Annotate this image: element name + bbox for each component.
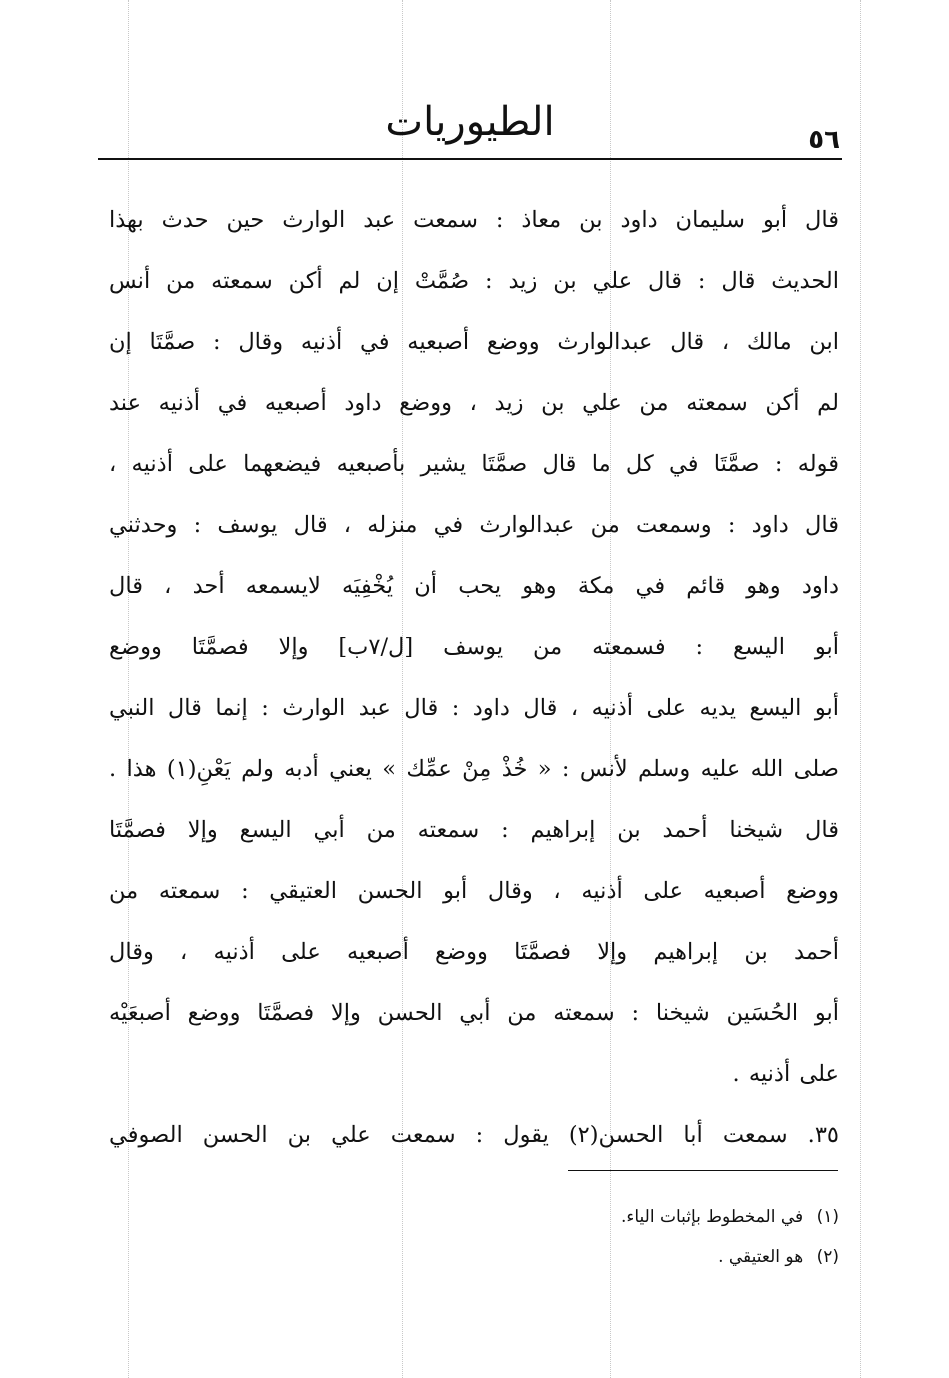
main-text — [109, 190, 839, 1166]
text-line: قال أبو سليمان داود بن معاذ : سمعت عبد الوارث حين حدث بهذا — [109, 207, 839, 233]
text-line: أحمد بن إبراهيم وإلا فصمَّتَا ووضع أصبعيه على أذنيه ، وقال — [109, 939, 839, 965]
numbered-paragraph-line: ٣٥. سمعت أبا الحسن(٢) يقول : سمعت علي بن الحسن الصوفي — [109, 1122, 839, 1148]
footnotes — [239, 1197, 839, 1277]
text-line: أبو اليسع : فسمعته من يوسف [ل/٧ب] وإلا فصمَّتَا ووضع — [109, 634, 839, 660]
header-rule — [98, 158, 842, 160]
footnote-text: في المخطوط بإثبات الياء. — [620, 1207, 804, 1227]
text-line: على أذنيه . — [732, 1061, 839, 1087]
footnote — [239, 1237, 839, 1277]
text-line: أبو الحُسَين شيخنا : سمعته من أبي الحسن وإلا فصمَّتَا ووضع أصبعَيْه — [109, 1000, 839, 1026]
text-line: أبو اليسع يديه على أذنيه ، قال داود : قال عبد الوارث : إنما قال النبي — [109, 695, 839, 721]
footnote-number: (٢) — [816, 1247, 839, 1267]
footnote-number: (١) — [816, 1207, 839, 1227]
page-header — [100, 95, 840, 157]
text-line: قال داود : وسمعت من عبدالوارث في منزله ، قال يوسف : وحدثني — [109, 512, 839, 538]
text-line: ابن مالك ، قال عبدالوارث ووضع أصبعيه في أذنيه وقال : صمَّتَا إن — [109, 329, 839, 355]
page-number: ٥٦ — [808, 125, 840, 155]
text-line: قال شيخنا أحمد بن إبراهيم : سمعته من أبي اليسع وإلا فصمَّتَا — [109, 817, 839, 843]
text-line: صلى الله عليه وسلم لأنس : « خُذْ مِنْ عمِّك » يعني أدبه ولم يَعْنِ(١) هذا . — [109, 756, 839, 782]
scan-artifact-line — [860, 0, 861, 1378]
text-line: داود وهو قائم في مكة وهو يحب أن يُخْفِيَه لايسمعه أحد ، قال — [109, 573, 839, 599]
footnote-rule — [568, 1170, 838, 1171]
footnote — [239, 1197, 839, 1237]
text-line: الحديث قال : قال علي بن زيد : صُمَّتْ إن لم أكن سمعته من أنس — [109, 268, 839, 294]
footnote-text: هو العتيقي . — [718, 1247, 804, 1267]
text-line: ووضع أصبعيه على أذنيه ، وقال أبو الحسن العتيقي : سمعته من — [109, 878, 839, 904]
text-line: قوله : صمَّتَا في كل ما قال صمَّتَا يشير بأصبعيه فيضعهما على أذنيه ، — [109, 451, 839, 477]
book-title: الطيوريات — [385, 99, 555, 145]
text-line: لم أكن سمعته من علي بن زيد ، ووضع داود أصبعيه في أذنيه عند — [109, 390, 839, 416]
